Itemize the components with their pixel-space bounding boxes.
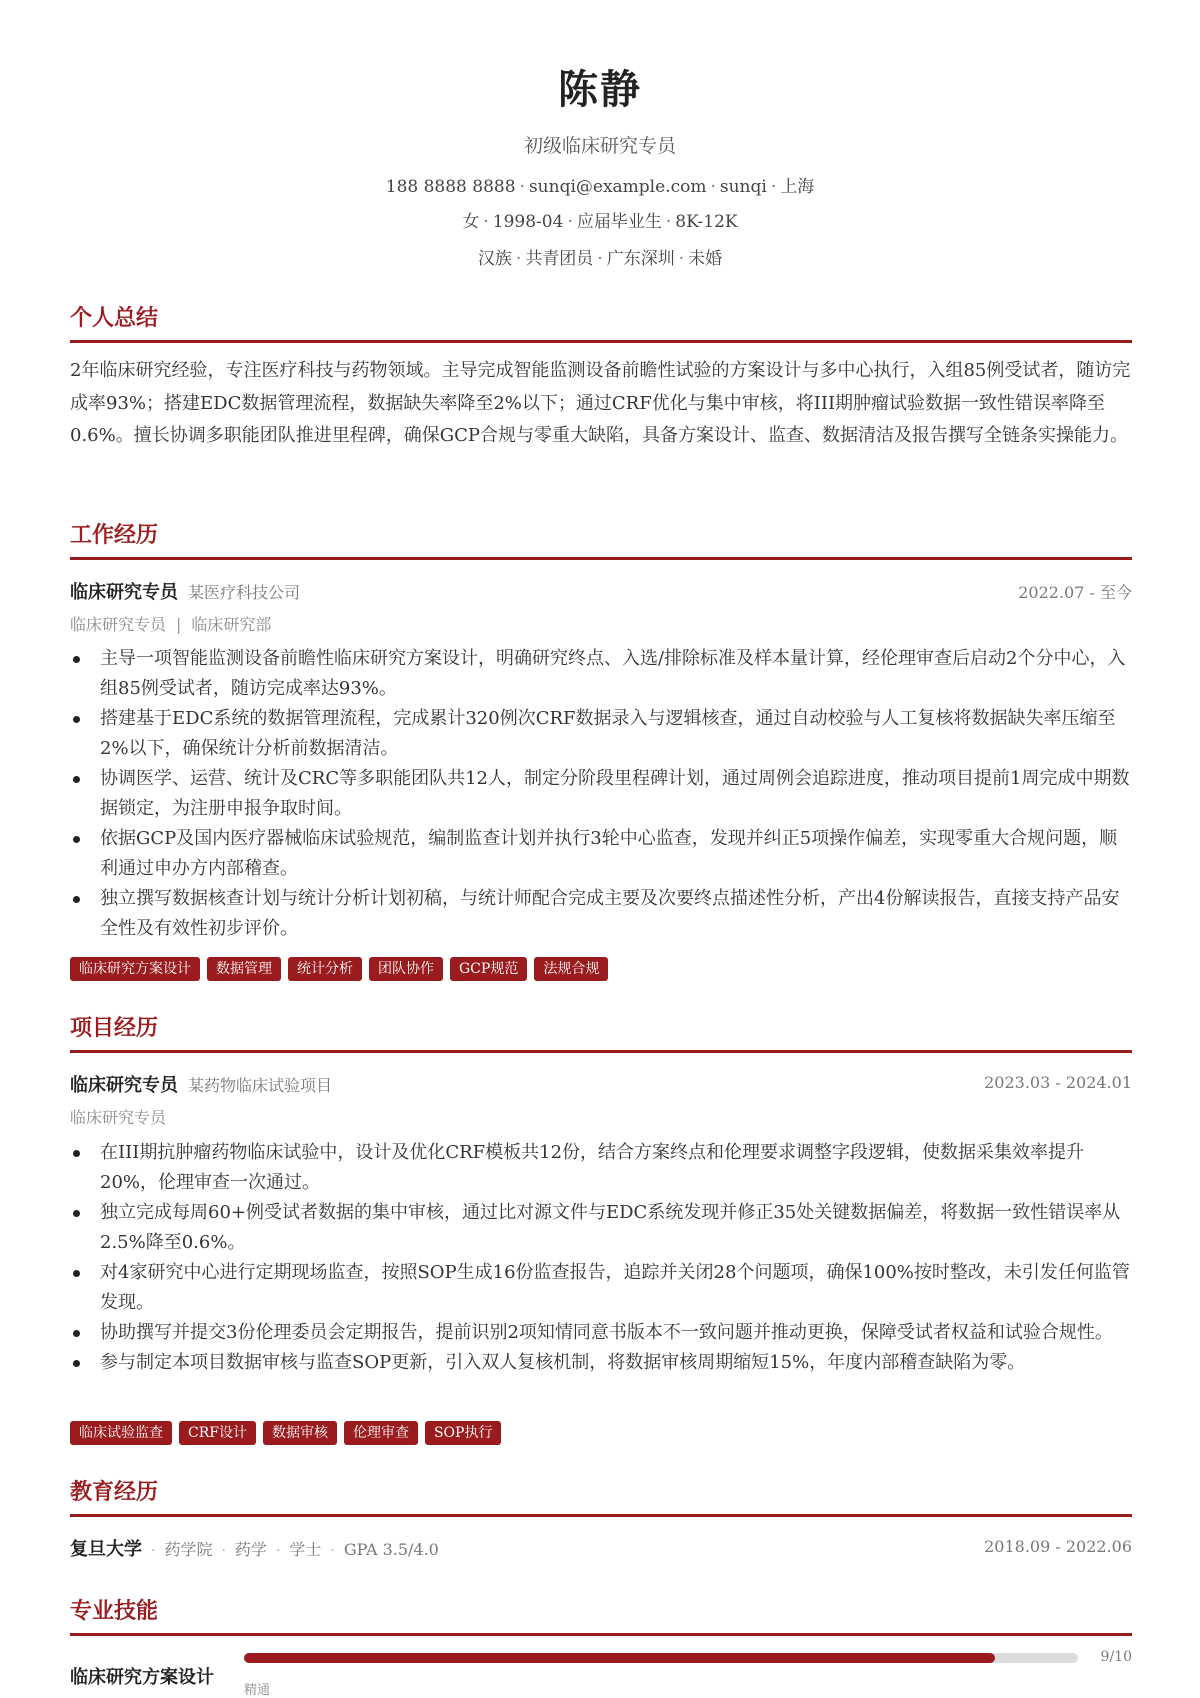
email: sunqi@example.com [528,177,707,197]
city: 上海 [780,177,815,197]
personal-line: 汉族 · 共青团员 · 广东深圳 · 未婚 [477,249,723,269]
list-item: 搭建基于EDC系统的数据管理流程，完成累计320例次CRF数据录入与逻辑核查，通过自动校验与人工复核将数据缺失率压缩至2%以下，确保统计分析前数据清洁。 [70,704,1132,764]
section-divider [70,1050,1132,1053]
skill-tag: CRF设计 [179,1421,256,1445]
gender: 女 [462,212,480,232]
job-title: 初级临床研究专员 [523,135,676,157]
work-company: 某医疗科技公司 [188,583,301,602]
skill-name: 临床研究方案设计 [70,1667,214,1688]
section-title-project: 项目经历 [70,1015,159,1041]
section-title-education: 教育经历 [70,1479,159,1505]
project-tags [70,1421,501,1445]
phone: 188 8888 8888 [385,177,516,197]
skill-level: 精通 [244,1683,271,1698]
skill-progress-track [244,1653,1078,1663]
list-item: 在III期抗肿瘤药物临床试验中，设计及优化CRF模板共12份，结合方案终点和伦理要求调整字段逻辑，使数据采集效率提升20%，伦理审查一次通过。 [70,1138,1132,1198]
skill-tag: 数据管理 [207,957,281,981]
project-bullets [70,1138,1132,1378]
work-bullets [70,644,1132,944]
status: 应届毕业生 [576,212,662,232]
section-title-summary: 个人总结 [70,305,159,331]
political-status: 共青团员 [525,249,594,269]
salary: 8K-12K [675,212,738,232]
skill-tag: 团队协作 [369,957,443,981]
work-role: 临床研究专员 [70,582,178,603]
skill-tag: GCP规范 [450,957,527,981]
work-position: 临床研究专员 [70,615,167,634]
summary-text: 2年临床研究经验，专注医疗科技与药物领域。主导完成智能监测设备前瞻性试验的方案设计与多中心执行，入组85例受试者，随访完成率93%；搭建EDC数据管理流程，数据缺失率降至2%以下；通过CRF优化与集中审核，将III期肿瘤试验数据一致性错误率降至0.6%。擅长协调多职能团队推进里程碑，确保GCP合规与零重大缺陷，具备方案设计、监查、数据清洁及报告撰写全链条实操能力。 [70,360,1131,446]
section-divider [70,1633,1132,1636]
section-divider [70,340,1132,343]
project-name: 某药物临床试验项目 [188,1076,333,1095]
skill-tag: 伦理审查 [344,1421,418,1445]
skill-tag: SOP执行 [425,1421,502,1445]
work-entry-header [70,578,1132,604]
degree: 学士 [289,1540,322,1559]
skill-score: 9/10 [1100,1649,1132,1665]
project-position: 临床研究专员 [70,1108,167,1127]
list-item: 协调医学、运营、统计及CRC等多职能团队共12人，制定分阶段里程碑计划，通过周例会追踪进度，推动项目提前1周完成中期数据锁定，为注册申报争取时间。 [70,764,1132,824]
skill-tag: 数据审核 [263,1421,337,1445]
marital-status: 未婚 [688,249,723,269]
gpa: GPA 3.5/4.0 [343,1540,439,1559]
basics-line: 女 · 1998-04 · 应届毕业生 · 8K-12K [462,212,738,232]
list-item: 依据GCP及国内医疗器械临床试验规范，编制监查计划并执行3轮中心监查，发现并纠正5项操作偏差，实现零重大合规问题，顺利通过申办方内部稽查。 [70,824,1132,884]
contact-line: 188 8888 8888 · sunqi@example.com · sunqi · 上海 [385,177,815,197]
project-date: 2023.03 - 2024.01 [984,1073,1132,1092]
candidate-name: 陈静 [558,66,642,113]
list-item: 独立撰写数据核查计划与统计分析计划初稿，与统计师配合完成主要及次要终点描述性分析，产出4份解读报告，直接支持产品安全性及有效性初步评价。 [70,884,1132,944]
college: 药学院 [164,1540,213,1559]
ethnicity: 汉族 [477,249,512,269]
section-title-skills: 专业技能 [70,1598,159,1624]
section-divider [70,557,1132,560]
hometown: 广东深圳 [606,249,675,269]
section-divider [70,1514,1132,1517]
major: 药学 [234,1540,267,1559]
birth: 1998-04 [492,212,564,232]
list-item: 参与制定本项目数据审核与监查SOP更新，引入双人复核机制，将数据审核周期缩短15%，年度内部稽查缺陷为零。 [70,1348,1132,1378]
work-tags [70,957,608,981]
school-name: 复旦大学 [70,1539,142,1560]
list-item: 主导一项智能监测设备前瞻性临床研究方案设计，明确研究终点、入选/排除标准及样本量计算，经伦理审查后启动2个分中心，入组85例受试者，随访完成率达93%。 [70,644,1132,704]
work-subline: 临床研究专员 | 临床研究部 [70,615,272,634]
skill-tag: 临床研究方案设计 [70,957,200,981]
education-date: 2018.09 - 2022.06 [984,1537,1132,1556]
skill-tag: 法规合规 [534,957,608,981]
project-subline [70,1105,166,1128]
skill-tag: 临床试验监查 [70,1421,172,1445]
section-title-work: 工作经历 [70,522,159,548]
skill-tag: 统计分析 [288,957,362,981]
work-date: 2022.07 - 至今 [1018,583,1132,602]
skill-progress-fill [244,1653,995,1663]
project-role: 临床研究专员 [70,1075,178,1096]
project-entry-header [70,1071,1132,1097]
education-entry: 复旦大学 · 药学院 · 药学 · 学士 · GPA 3.5/4.0 2018.09 - 2022.06 [70,1537,1132,1560]
list-item: 独立完成每周60+例受试者数据的集中审核，通过比对源文件与EDC系统发现并修正35处关键数据偏差，将数据一致性错误率从2.5%降至0.6%。 [70,1198,1132,1258]
list-item: 协助撰写并提交3份伦理委员会定期报告，提前识别2项知情同意书版本不一致问题并推动更换，保障受试者权益和试验合规性。 [70,1318,1132,1348]
wechat: sunqi [719,177,767,197]
list-item: 对4家研究中心进行定期现场监查，按照SOP生成16份监查报告，追踪并关闭28个问题项，确保100%按时整改，未引发任何监管发现。 [70,1258,1132,1318]
work-department: 临床研究部 [191,615,272,634]
